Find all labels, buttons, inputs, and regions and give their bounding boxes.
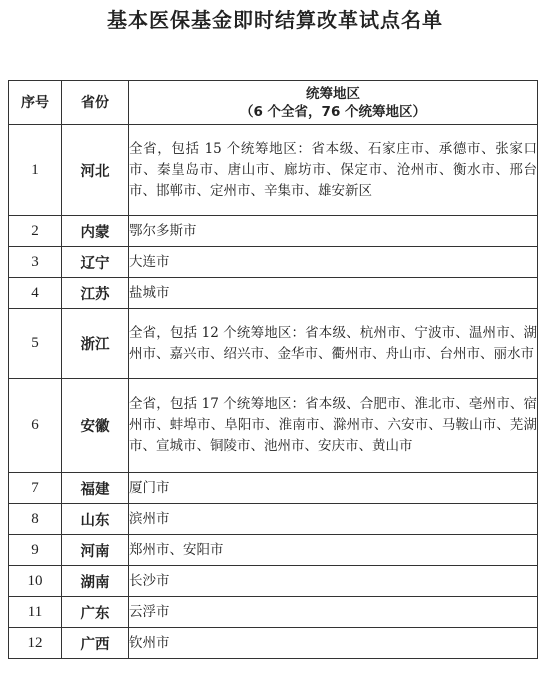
header-area-subtitle: （6 个全省，76 个统筹地区） (239, 103, 427, 120)
row-province: 广东 (62, 597, 129, 628)
row-area: 大连市 (129, 247, 538, 278)
header-area-title: 统筹地区 (306, 85, 360, 102)
row-province: 安徽 (62, 379, 129, 473)
row-number: 2 (9, 216, 62, 247)
row-province: 江苏 (62, 278, 129, 309)
row-number: 9 (9, 535, 62, 566)
table-header-row (9, 81, 538, 125)
row-area: 全省，包括 15 个统筹地区：省本级、石家庄市、承德市、张家口市、秦皇岛市、唐山市、廊坊市、保定市、沧州市、衡水市、邢台市、邯郸市、定州市、辛集市、雄安新区 (129, 125, 538, 216)
row-number: 4 (9, 278, 62, 309)
table-row (9, 309, 538, 379)
row-number: 10 (9, 566, 62, 597)
row-province: 河北 (62, 125, 129, 216)
table-row (9, 597, 538, 628)
row-number: 5 (9, 309, 62, 379)
table-row (9, 566, 538, 597)
document-title: 基本医保基金即时结算改革试点名单 (107, 8, 443, 32)
row-number: 1 (9, 125, 62, 216)
row-province: 内蒙 (62, 216, 129, 247)
table-row (9, 125, 538, 216)
row-area: 厦门市 (129, 473, 538, 504)
row-province: 福建 (62, 473, 129, 504)
table-row (9, 216, 538, 247)
row-area: 鄂尔多斯市 (129, 216, 538, 247)
header-province: 省份 (62, 81, 129, 125)
table-row (9, 379, 538, 473)
row-province: 湖南 (62, 566, 129, 597)
table-row (9, 628, 538, 659)
table-row (9, 535, 538, 566)
row-area: 长沙市 (129, 566, 538, 597)
row-number: 3 (9, 247, 62, 278)
table-row (9, 278, 538, 309)
row-area: 云浮市 (129, 597, 538, 628)
row-area: 滨州市 (129, 504, 538, 535)
row-number: 7 (9, 473, 62, 504)
row-province: 河南 (62, 535, 129, 566)
row-area: 全省，包括 12 个统筹地区：省本级、杭州市、宁波市、温州市、湖州市、嘉兴市、绍兴市、金华市、衢州市、舟山市、台州市、丽水市 (129, 309, 538, 379)
table-row (9, 504, 538, 535)
row-number: 11 (9, 597, 62, 628)
row-area: 全省，包括 17 个统筹地区：省本级、合肥市、淮北市、亳州市、宿州市、蚌埠市、阜阳市、淮南市、滁州市、六安市、马鞍山市、芜湖市、宣城市、铜陵市、池州市、安庆市、黄山市 (129, 379, 538, 473)
row-province: 浙江 (62, 309, 129, 379)
header-area (129, 81, 538, 125)
row-number: 12 (9, 628, 62, 659)
table-row (9, 247, 538, 278)
row-province: 辽宁 (62, 247, 129, 278)
header-no: 序号 (9, 81, 62, 125)
row-number: 6 (9, 379, 62, 473)
table-row (9, 473, 538, 504)
pilot-list-table (8, 80, 538, 659)
row-province: 广西 (62, 628, 129, 659)
row-area: 盐城市 (129, 278, 538, 309)
row-province: 山东 (62, 504, 129, 535)
row-area: 郑州市、安阳市 (129, 535, 538, 566)
row-area: 钦州市 (129, 628, 538, 659)
row-number: 8 (9, 504, 62, 535)
